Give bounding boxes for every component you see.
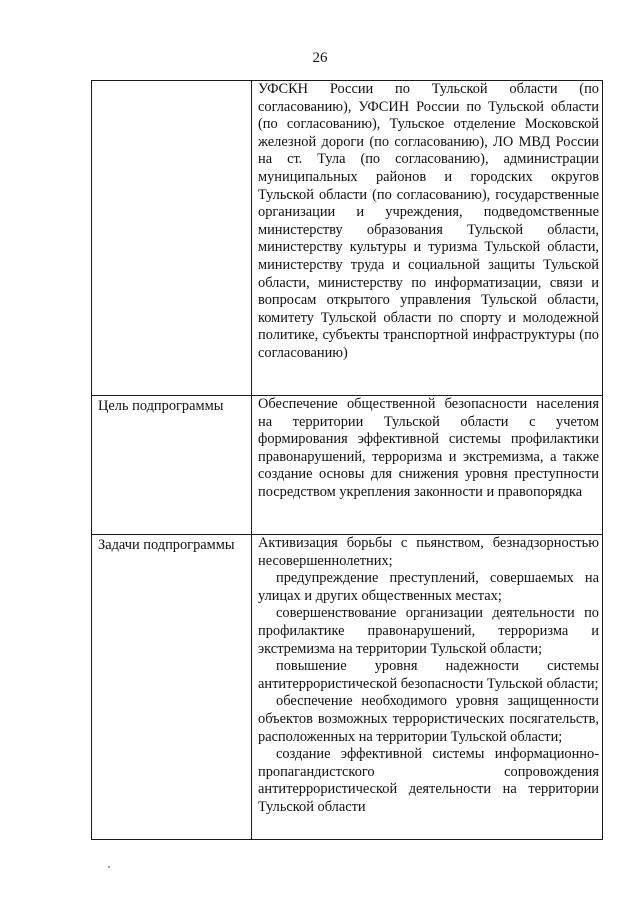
row-label: Задачи подпрограммы	[92, 535, 252, 840]
content-paragraph: создание эффективной системы информационно-пропагандистского сопровождения антитеррористической деятельности на территории Тульской области	[258, 746, 599, 815]
table-row	[92, 396, 603, 535]
table-row	[92, 81, 603, 396]
content-paragraph: предупреждение преступлений, совершаемых на улицах и других общественных местах;	[258, 570, 599, 604]
content-paragraph: Активизация борьбы с пьянством, безнадзорностью несовершеннолетних;	[258, 535, 599, 569]
content-paragraph: обеспечение необходимого уровня защищенности объектов возможных террористических посягательств, расположенных на территории Тульской области;	[258, 693, 599, 745]
scan-speck	[108, 866, 110, 868]
page-number: 26	[312, 50, 328, 66]
content-paragraph: совершенствование организации деятельности по профилактике правонарушений, терроризма и экстремизма на территории Тульской области;	[258, 605, 599, 657]
row-content	[252, 535, 603, 840]
row-content	[252, 81, 603, 396]
row-label: Цель подпрограммы	[92, 396, 252, 535]
content-paragraph: УФСКН России по Тульской области (по согласованию), УФСИН России по Тульской области (по согласованию), Тульское отделение Московской железной дороги (по согласованию), ЛО МВД России на ст. Тула (по согласованию), администрации муниципальных районов и городских округов Тульской области (по согласованию), государственные организации и учреждения, подведомственные министерству образования Тульской области, министерству культуры и туризма Тульской области, министерству труда и социальной защиты Тульской области, министерству по информатизации, связи и вопросам открытого управления Тульской области, комитету Тульской области по спорту и молодежной политике, субъекты транспортной инфраструктуры (по согласованию)	[258, 81, 599, 361]
content-paragraph: повышение уровня надежности системы антитеррористической безопасности Тульской области;	[258, 658, 599, 692]
content-paragraph: Обеспечение общественной безопасности населения на территории Тульской области с учетом формирования эффективной системы профилактики правонарушений, терроризма и экстремизма, а также создание основы для снижения уровня преступности посредством укрепления законности и правопорядка	[258, 396, 599, 500]
row-label	[92, 81, 252, 396]
row-content	[252, 396, 603, 535]
subprogram-passport-table	[91, 80, 603, 840]
table-row	[92, 535, 603, 840]
